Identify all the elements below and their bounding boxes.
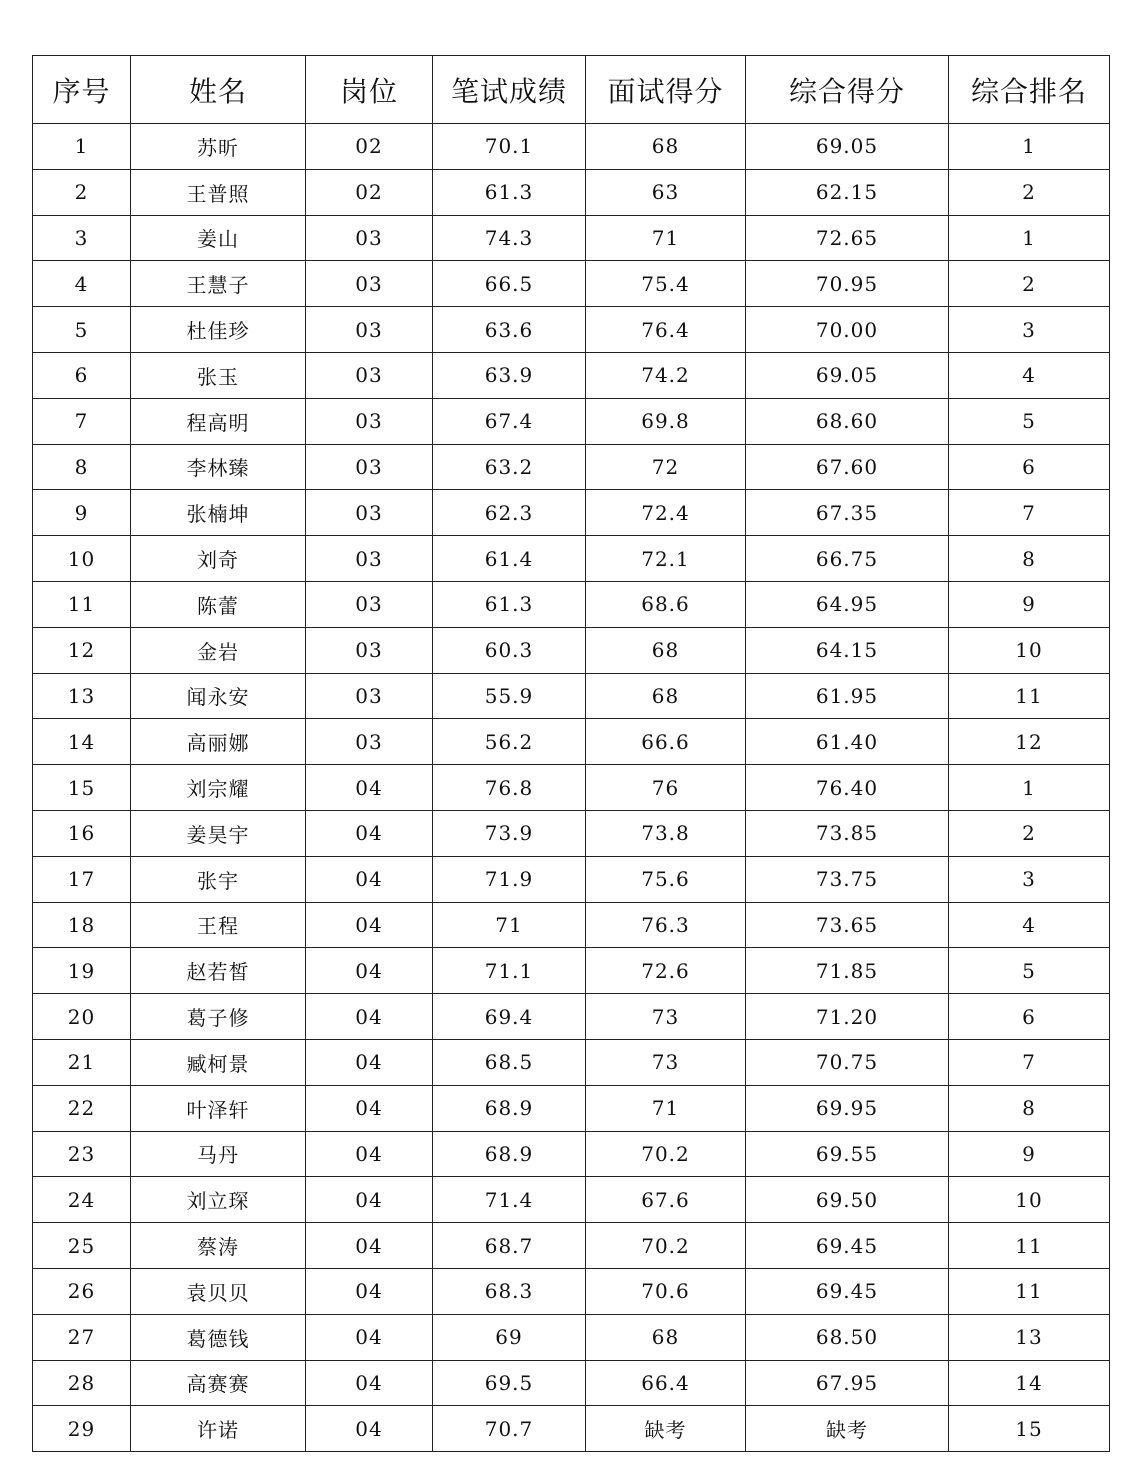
cell-seq: 22: [33, 1085, 131, 1131]
cell-total-score: 61.40: [746, 719, 949, 765]
cell-written-score: 61.3: [433, 581, 586, 627]
cell-total-score: 68.60: [746, 398, 949, 444]
cell-written-score: 70.1: [433, 124, 586, 170]
cell-name: 张楠坤: [131, 490, 306, 536]
cell-total-score: 61.95: [746, 673, 949, 719]
cell-written-score: 63.9: [433, 352, 586, 398]
table-body: [33, 124, 1110, 1452]
cell-name: 苏昕: [131, 124, 306, 170]
table-row: [33, 1268, 1110, 1314]
cell-written-score: 71.4: [433, 1177, 586, 1223]
cell-post: 04: [306, 810, 433, 856]
cell-total-score: 70.95: [746, 261, 949, 307]
table-row: [33, 948, 1110, 994]
cell-seq: 2: [33, 169, 131, 215]
cell-interview-score: 72.4: [586, 490, 746, 536]
cell-total-score: 71.85: [746, 948, 949, 994]
cell-rank: 2: [949, 169, 1110, 215]
cell-name: 姜昊宇: [131, 810, 306, 856]
cell-written-score: 70.7: [433, 1406, 586, 1452]
cell-interview-score: 66.4: [586, 1360, 746, 1406]
cell-seq: 26: [33, 1268, 131, 1314]
cell-written-score: 69.4: [433, 994, 586, 1040]
cell-post: 03: [306, 307, 433, 353]
cell-interview-score: 76.4: [586, 307, 746, 353]
table-row: [33, 1223, 1110, 1269]
cell-written-score: 66.5: [433, 261, 586, 307]
cell-name: 张宇: [131, 856, 306, 902]
cell-name: 叶泽轩: [131, 1085, 306, 1131]
cell-post: 03: [306, 444, 433, 490]
cell-rank: 15: [949, 1406, 1110, 1452]
cell-total-score: 71.20: [746, 994, 949, 1040]
cell-interview-score: 70.2: [586, 1131, 746, 1177]
table-row: [33, 994, 1110, 1040]
table-row: [33, 719, 1110, 765]
table-row: [33, 1039, 1110, 1085]
cell-seq: 24: [33, 1177, 131, 1223]
cell-post: 04: [306, 902, 433, 948]
table-row: [33, 627, 1110, 673]
cell-post: 03: [306, 627, 433, 673]
cell-seq: 15: [33, 765, 131, 811]
cell-rank: 6: [949, 444, 1110, 490]
cell-post: 04: [306, 994, 433, 1040]
cell-written-score: 63.2: [433, 444, 586, 490]
cell-rank: 7: [949, 1039, 1110, 1085]
cell-post: 03: [306, 215, 433, 261]
cell-written-score: 61.3: [433, 169, 586, 215]
cell-interview-score: 68: [586, 1314, 746, 1360]
cell-name: 杜佳珍: [131, 307, 306, 353]
cell-seq: 27: [33, 1314, 131, 1360]
table-row: [33, 765, 1110, 811]
cell-seq: 9: [33, 490, 131, 536]
cell-post: 04: [306, 1360, 433, 1406]
cell-written-score: 68.5: [433, 1039, 586, 1085]
cell-seq: 25: [33, 1223, 131, 1269]
cell-written-score: 55.9: [433, 673, 586, 719]
cell-rank: 9: [949, 1131, 1110, 1177]
cell-name: 王程: [131, 902, 306, 948]
cell-name: 李林臻: [131, 444, 306, 490]
cell-total-score: 69.05: [746, 124, 949, 170]
cell-interview-score: 76: [586, 765, 746, 811]
cell-rank: 2: [949, 810, 1110, 856]
cell-name: 赵若皙: [131, 948, 306, 994]
cell-name: 葛德钱: [131, 1314, 306, 1360]
cell-name: 袁贝贝: [131, 1268, 306, 1314]
cell-interview-score: 73: [586, 994, 746, 1040]
cell-interview-score: 73: [586, 1039, 746, 1085]
cell-seq: 14: [33, 719, 131, 765]
cell-post: 04: [306, 1406, 433, 1452]
table-row: [33, 856, 1110, 902]
table-row: [33, 169, 1110, 215]
header-name: 姓名: [131, 56, 306, 124]
cell-seq: 12: [33, 627, 131, 673]
cell-total-score: 73.65: [746, 902, 949, 948]
cell-interview-score: 63: [586, 169, 746, 215]
table-row: [33, 902, 1110, 948]
table-row: [33, 1314, 1110, 1360]
cell-total-score: 67.35: [746, 490, 949, 536]
cell-post: 04: [306, 1039, 433, 1085]
cell-name: 葛子修: [131, 994, 306, 1040]
cell-total-score: 68.50: [746, 1314, 949, 1360]
cell-written-score: 60.3: [433, 627, 586, 673]
cell-name: 闻永安: [131, 673, 306, 719]
cell-name: 许诺: [131, 1406, 306, 1452]
table-row: [33, 398, 1110, 444]
cell-interview-score: 66.6: [586, 719, 746, 765]
cell-interview-score: 69.8: [586, 398, 746, 444]
cell-rank: 11: [949, 673, 1110, 719]
cell-written-score: 76.8: [433, 765, 586, 811]
cell-seq: 21: [33, 1039, 131, 1085]
table-row: [33, 673, 1110, 719]
cell-total-score: 64.15: [746, 627, 949, 673]
cell-written-score: 63.6: [433, 307, 586, 353]
cell-post: 04: [306, 856, 433, 902]
cell-seq: 7: [33, 398, 131, 444]
cell-seq: 13: [33, 673, 131, 719]
cell-written-score: 68.9: [433, 1131, 586, 1177]
cell-post: 02: [306, 124, 433, 170]
cell-post: 02: [306, 169, 433, 215]
cell-rank: 6: [949, 994, 1110, 1040]
cell-written-score: 68.7: [433, 1223, 586, 1269]
cell-total-score: 69.95: [746, 1085, 949, 1131]
cell-seq: 11: [33, 581, 131, 627]
cell-post: 03: [306, 536, 433, 582]
cell-interview-score: 73.8: [586, 810, 746, 856]
cell-rank: 8: [949, 536, 1110, 582]
table-row: [33, 261, 1110, 307]
cell-rank: 9: [949, 581, 1110, 627]
cell-rank: 5: [949, 948, 1110, 994]
cell-post: 04: [306, 1177, 433, 1223]
cell-interview-score: 72.6: [586, 948, 746, 994]
cell-post: 04: [306, 1268, 433, 1314]
cell-rank: 4: [949, 902, 1110, 948]
cell-post: 04: [306, 1223, 433, 1269]
cell-rank: 13: [949, 1314, 1110, 1360]
cell-interview-score: 76.3: [586, 902, 746, 948]
cell-interview-score: 70.6: [586, 1268, 746, 1314]
cell-post: 04: [306, 765, 433, 811]
cell-total-score: 73.75: [746, 856, 949, 902]
cell-rank: 3: [949, 307, 1110, 353]
cell-total-score: 69.45: [746, 1223, 949, 1269]
cell-total-score: 70.75: [746, 1039, 949, 1085]
header-total-score: 综合得分: [746, 56, 949, 124]
table-row: [33, 1177, 1110, 1223]
cell-interview-score: 71: [586, 215, 746, 261]
cell-written-score: 68.9: [433, 1085, 586, 1131]
header-row: [33, 56, 1110, 124]
cell-written-score: 67.4: [433, 398, 586, 444]
cell-name: 王慧子: [131, 261, 306, 307]
cell-seq: 1: [33, 124, 131, 170]
header-post: 岗位: [306, 56, 433, 124]
cell-total-score: 69.55: [746, 1131, 949, 1177]
cell-name: 王普照: [131, 169, 306, 215]
cell-rank: 14: [949, 1360, 1110, 1406]
cell-total-score: 67.60: [746, 444, 949, 490]
cell-seq: 17: [33, 856, 131, 902]
cell-interview-score: 70.2: [586, 1223, 746, 1269]
cell-total-score: 62.15: [746, 169, 949, 215]
table-row: [33, 581, 1110, 627]
cell-seq: 16: [33, 810, 131, 856]
cell-total-score: 70.00: [746, 307, 949, 353]
cell-interview-score: 72: [586, 444, 746, 490]
cell-total-score: 缺考: [746, 1406, 949, 1452]
header-seq: 序号: [33, 56, 131, 124]
cell-name: 程高明: [131, 398, 306, 444]
cell-interview-score: 67.6: [586, 1177, 746, 1223]
cell-interview-score: 68: [586, 124, 746, 170]
cell-written-score: 69: [433, 1314, 586, 1360]
cell-interview-score: 68.6: [586, 581, 746, 627]
cell-name: 刘奇: [131, 536, 306, 582]
cell-interview-score: 72.1: [586, 536, 746, 582]
cell-seq: 3: [33, 215, 131, 261]
cell-interview-score: 缺考: [586, 1406, 746, 1452]
cell-rank: 4: [949, 352, 1110, 398]
cell-seq: 19: [33, 948, 131, 994]
table-row: [33, 444, 1110, 490]
cell-total-score: 64.95: [746, 581, 949, 627]
cell-seq: 29: [33, 1406, 131, 1452]
header-interview-score: 面试得分: [586, 56, 746, 124]
cell-rank: 12: [949, 719, 1110, 765]
table-row: [33, 810, 1110, 856]
cell-written-score: 71: [433, 902, 586, 948]
cell-written-score: 56.2: [433, 719, 586, 765]
table-row: [33, 1131, 1110, 1177]
cell-name: 刘宗耀: [131, 765, 306, 811]
cell-post: 03: [306, 581, 433, 627]
cell-name: 高赛赛: [131, 1360, 306, 1406]
cell-written-score: 68.3: [433, 1268, 586, 1314]
cell-name: 张玉: [131, 352, 306, 398]
cell-total-score: 73.85: [746, 810, 949, 856]
header-written-score: 笔试成绩: [433, 56, 586, 124]
cell-seq: 4: [33, 261, 131, 307]
cell-rank: 8: [949, 1085, 1110, 1131]
cell-name: 刘立琛: [131, 1177, 306, 1223]
cell-post: 03: [306, 719, 433, 765]
cell-total-score: 69.45: [746, 1268, 949, 1314]
table-row: [33, 1360, 1110, 1406]
table-row: [33, 352, 1110, 398]
cell-name: 金岩: [131, 627, 306, 673]
cell-post: 03: [306, 261, 433, 307]
cell-rank: 1: [949, 124, 1110, 170]
cell-rank: 2: [949, 261, 1110, 307]
table-row: [33, 1406, 1110, 1452]
cell-rank: 10: [949, 1177, 1110, 1223]
cell-written-score: 74.3: [433, 215, 586, 261]
table-row: [33, 307, 1110, 353]
cell-total-score: 66.75: [746, 536, 949, 582]
cell-rank: 3: [949, 856, 1110, 902]
cell-interview-score: 68: [586, 627, 746, 673]
cell-seq: 28: [33, 1360, 131, 1406]
cell-total-score: 72.65: [746, 215, 949, 261]
cell-seq: 23: [33, 1131, 131, 1177]
cell-rank: 7: [949, 490, 1110, 536]
cell-written-score: 62.3: [433, 490, 586, 536]
cell-written-score: 69.5: [433, 1360, 586, 1406]
cell-post: 03: [306, 352, 433, 398]
cell-seq: 6: [33, 352, 131, 398]
cell-rank: 5: [949, 398, 1110, 444]
table-row: [33, 215, 1110, 261]
cell-post: 03: [306, 490, 433, 536]
cell-rank: 1: [949, 215, 1110, 261]
cell-post: 04: [306, 1131, 433, 1177]
cell-post: 04: [306, 1085, 433, 1131]
table-row: [33, 536, 1110, 582]
cell-total-score: 76.40: [746, 765, 949, 811]
cell-interview-score: 75.6: [586, 856, 746, 902]
cell-interview-score: 74.2: [586, 352, 746, 398]
cell-seq: 8: [33, 444, 131, 490]
cell-total-score: 69.05: [746, 352, 949, 398]
cell-written-score: 73.9: [433, 810, 586, 856]
table-row: [33, 124, 1110, 170]
cell-post: 03: [306, 673, 433, 719]
cell-written-score: 61.4: [433, 536, 586, 582]
cell-total-score: 69.50: [746, 1177, 949, 1223]
cell-post: 03: [306, 398, 433, 444]
results-table: [32, 55, 1110, 1452]
cell-total-score: 67.95: [746, 1360, 949, 1406]
cell-written-score: 71.1: [433, 948, 586, 994]
cell-interview-score: 71: [586, 1085, 746, 1131]
cell-name: 陈蕾: [131, 581, 306, 627]
cell-name: 马丹: [131, 1131, 306, 1177]
cell-interview-score: 68: [586, 673, 746, 719]
cell-post: 04: [306, 1314, 433, 1360]
table-row: [33, 1085, 1110, 1131]
header-rank: 综合排名: [949, 56, 1110, 124]
cell-written-score: 71.9: [433, 856, 586, 902]
cell-seq: 10: [33, 536, 131, 582]
cell-name: 高丽娜: [131, 719, 306, 765]
cell-rank: 11: [949, 1268, 1110, 1314]
cell-rank: 10: [949, 627, 1110, 673]
cell-name: 姜山: [131, 215, 306, 261]
cell-interview-score: 75.4: [586, 261, 746, 307]
cell-post: 04: [306, 948, 433, 994]
cell-rank: 11: [949, 1223, 1110, 1269]
cell-name: 蔡涛: [131, 1223, 306, 1269]
cell-seq: 20: [33, 994, 131, 1040]
cell-name: 臧柯景: [131, 1039, 306, 1085]
cell-seq: 5: [33, 307, 131, 353]
table-row: [33, 490, 1110, 536]
cell-rank: 1: [949, 765, 1110, 811]
cell-seq: 18: [33, 902, 131, 948]
